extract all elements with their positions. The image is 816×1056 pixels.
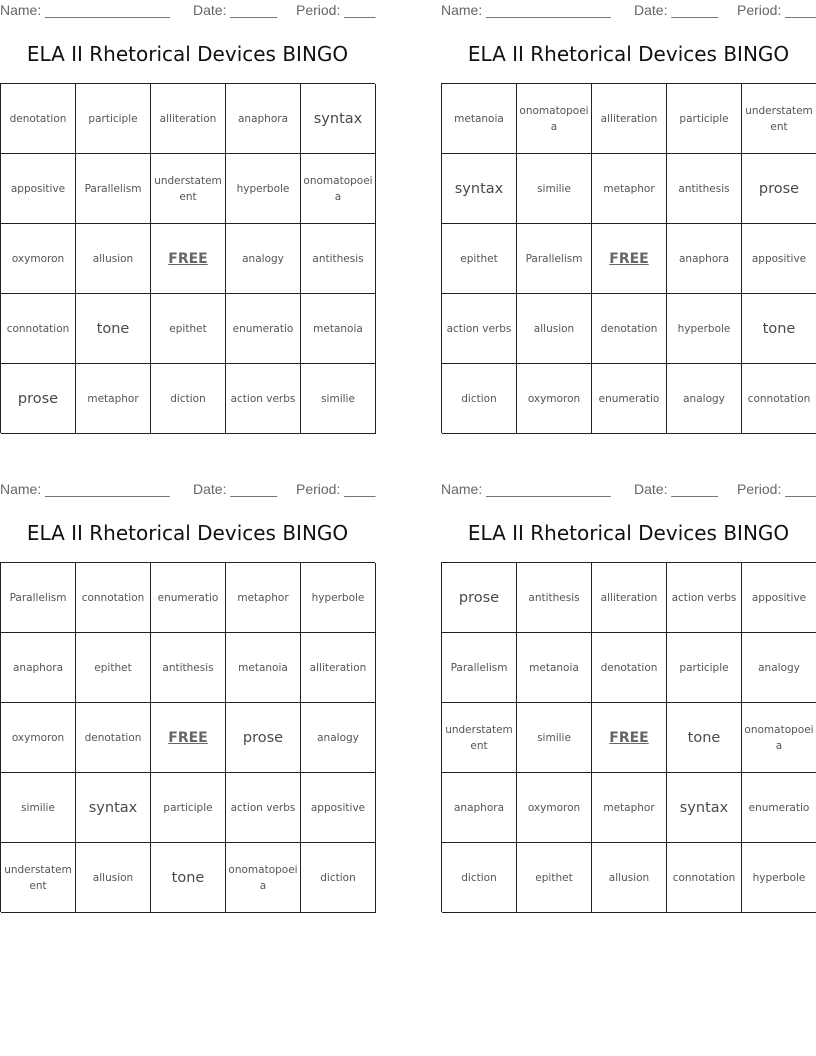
bingo-cell: onomatopoeia [226, 843, 301, 913]
name-line: Name: ________________ [0, 481, 170, 497]
student-info-row [441, 2, 816, 20]
bingo-cell: action verbs [442, 294, 517, 364]
bingo-cell: allusion [76, 224, 151, 294]
bingo-cell: enumeratio [592, 364, 667, 434]
period-line: Period: ____ [737, 2, 816, 18]
bingo-card [0, 479, 380, 919]
bingo-cell: onomatopoeia [517, 84, 592, 154]
bingo-cell: participle [667, 84, 742, 154]
bingo-cell: anaphora [226, 84, 301, 154]
bingo-cell: metaphor [592, 154, 667, 224]
bingo-cell: enumeratio [151, 563, 226, 633]
bingo-cell: epithet [76, 633, 151, 703]
bingo-cell: connotation [742, 364, 816, 434]
bingo-cell: alliteration [592, 84, 667, 154]
bingo-cell: denotation [1, 84, 76, 154]
bingo-cell: metanoia [226, 633, 301, 703]
bingo-card [441, 479, 816, 919]
bingo-cell: syntax [76, 773, 151, 843]
bingo-cell: oxymoron [517, 773, 592, 843]
bingo-cell: prose [226, 703, 301, 773]
bingo-cell: onomatopoeia [742, 703, 816, 773]
name-line: Name: ________________ [0, 2, 170, 18]
card-title: ELA II Rhetorical Devices BINGO [26, 521, 349, 545]
bingo-cell: metanoia [442, 84, 517, 154]
bingo-cell: diction [151, 364, 226, 434]
bingo-cell: analogy [667, 364, 742, 434]
bingo-grid [441, 83, 816, 433]
bingo-cell: hyperbole [226, 154, 301, 224]
bingo-cell: similie [517, 154, 592, 224]
bingo-cell: participle [151, 773, 226, 843]
bingo-cell: connotation [1, 294, 76, 364]
bingo-cell: metaphor [226, 563, 301, 633]
bingo-cell: epithet [442, 224, 517, 294]
bingo-cell: antithesis [517, 563, 592, 633]
bingo-cell: oxymoron [1, 224, 76, 294]
bingo-cell: oxymoron [1, 703, 76, 773]
bingo-cell: denotation [592, 294, 667, 364]
bingo-cell: analogy [226, 224, 301, 294]
bingo-cell: tone [76, 294, 151, 364]
bingo-cell: anaphora [1, 633, 76, 703]
bingo-cell: understatement [742, 84, 816, 154]
bingo-cell: understatement [151, 154, 226, 224]
bingo-cell: understatement [1, 843, 76, 913]
bingo-cell: appositive [301, 773, 376, 843]
date-line: Date: ______ [193, 481, 278, 497]
bingo-cell: Parallelism [76, 154, 151, 224]
bingo-cell: syntax [442, 154, 517, 224]
bingo-cell: denotation [76, 703, 151, 773]
bingo-grid [0, 83, 375, 433]
bingo-cell: hyperbole [742, 843, 816, 913]
student-info-row [0, 2, 380, 20]
bingo-cell: syntax [667, 773, 742, 843]
bingo-cell: antithesis [667, 154, 742, 224]
bingo-cell: allusion [76, 843, 151, 913]
bingo-cell: connotation [667, 843, 742, 913]
period-line: Period: ____ [296, 2, 376, 18]
free-space: FREE [592, 224, 667, 294]
bingo-cell: alliteration [151, 84, 226, 154]
bingo-cell: participle [667, 633, 742, 703]
name-line: Name: ________________ [441, 2, 611, 18]
bingo-cell: anaphora [667, 224, 742, 294]
bingo-cell: Parallelism [517, 224, 592, 294]
student-info-row [441, 481, 816, 499]
bingo-cell: prose [742, 154, 816, 224]
card-title: ELA II Rhetorical Devices BINGO [467, 521, 790, 545]
bingo-cell: metaphor [592, 773, 667, 843]
bingo-cell: tone [742, 294, 816, 364]
bingo-cell: metanoia [301, 294, 376, 364]
bingo-cell: analogy [301, 703, 376, 773]
bingo-cell: understatement [442, 703, 517, 773]
student-info-row [0, 481, 380, 499]
bingo-cell: appositive [1, 154, 76, 224]
bingo-cell: enumeratio [226, 294, 301, 364]
period-line: Period: ____ [737, 481, 816, 497]
bingo-cell: antithesis [301, 224, 376, 294]
card-title: ELA II Rhetorical Devices BINGO [26, 42, 349, 66]
card-title: ELA II Rhetorical Devices BINGO [467, 42, 790, 66]
bingo-cell: similie [301, 364, 376, 434]
bingo-grid [441, 562, 816, 912]
date-line: Date: ______ [634, 2, 719, 18]
bingo-grid [0, 562, 375, 912]
bingo-cell: metaphor [76, 364, 151, 434]
bingo-cell: syntax [301, 84, 376, 154]
bingo-cell: denotation [592, 633, 667, 703]
free-space: FREE [151, 224, 226, 294]
bingo-cell: tone [667, 703, 742, 773]
period-line: Period: ____ [296, 481, 376, 497]
bingo-cell: appositive [742, 563, 816, 633]
bingo-cell: analogy [742, 633, 816, 703]
bingo-cell: epithet [151, 294, 226, 364]
bingo-cell: diction [442, 843, 517, 913]
bingo-cell: alliteration [592, 563, 667, 633]
bingo-cell: enumeratio [742, 773, 816, 843]
name-line: Name: ________________ [441, 481, 611, 497]
bingo-cell: metanoia [517, 633, 592, 703]
bingo-cell: action verbs [667, 563, 742, 633]
bingo-cell: participle [76, 84, 151, 154]
bingo-cell: allusion [592, 843, 667, 913]
date-line: Date: ______ [634, 481, 719, 497]
bingo-cell: oxymoron [517, 364, 592, 434]
free-space: FREE [151, 703, 226, 773]
bingo-cell: similie [517, 703, 592, 773]
bingo-cell: allusion [517, 294, 592, 364]
bingo-cell: alliteration [301, 633, 376, 703]
bingo-cell: diction [301, 843, 376, 913]
bingo-cell: antithesis [151, 633, 226, 703]
bingo-cell: tone [151, 843, 226, 913]
bingo-cell: onomatopoeia [301, 154, 376, 224]
bingo-cell: prose [1, 364, 76, 434]
bingo-card [441, 0, 816, 440]
bingo-cell: hyperbole [301, 563, 376, 633]
free-space: FREE [592, 703, 667, 773]
bingo-cell: prose [442, 563, 517, 633]
bingo-cell: epithet [517, 843, 592, 913]
bingo-cell: anaphora [442, 773, 517, 843]
bingo-cell: action verbs [226, 364, 301, 434]
bingo-cell: Parallelism [442, 633, 517, 703]
bingo-card [0, 0, 380, 440]
bingo-cell: connotation [76, 563, 151, 633]
bingo-cell: action verbs [226, 773, 301, 843]
date-line: Date: ______ [193, 2, 278, 18]
bingo-cell: similie [1, 773, 76, 843]
bingo-cell: appositive [742, 224, 816, 294]
bingo-cell: hyperbole [667, 294, 742, 364]
bingo-cell: Parallelism [1, 563, 76, 633]
bingo-cell: diction [442, 364, 517, 434]
